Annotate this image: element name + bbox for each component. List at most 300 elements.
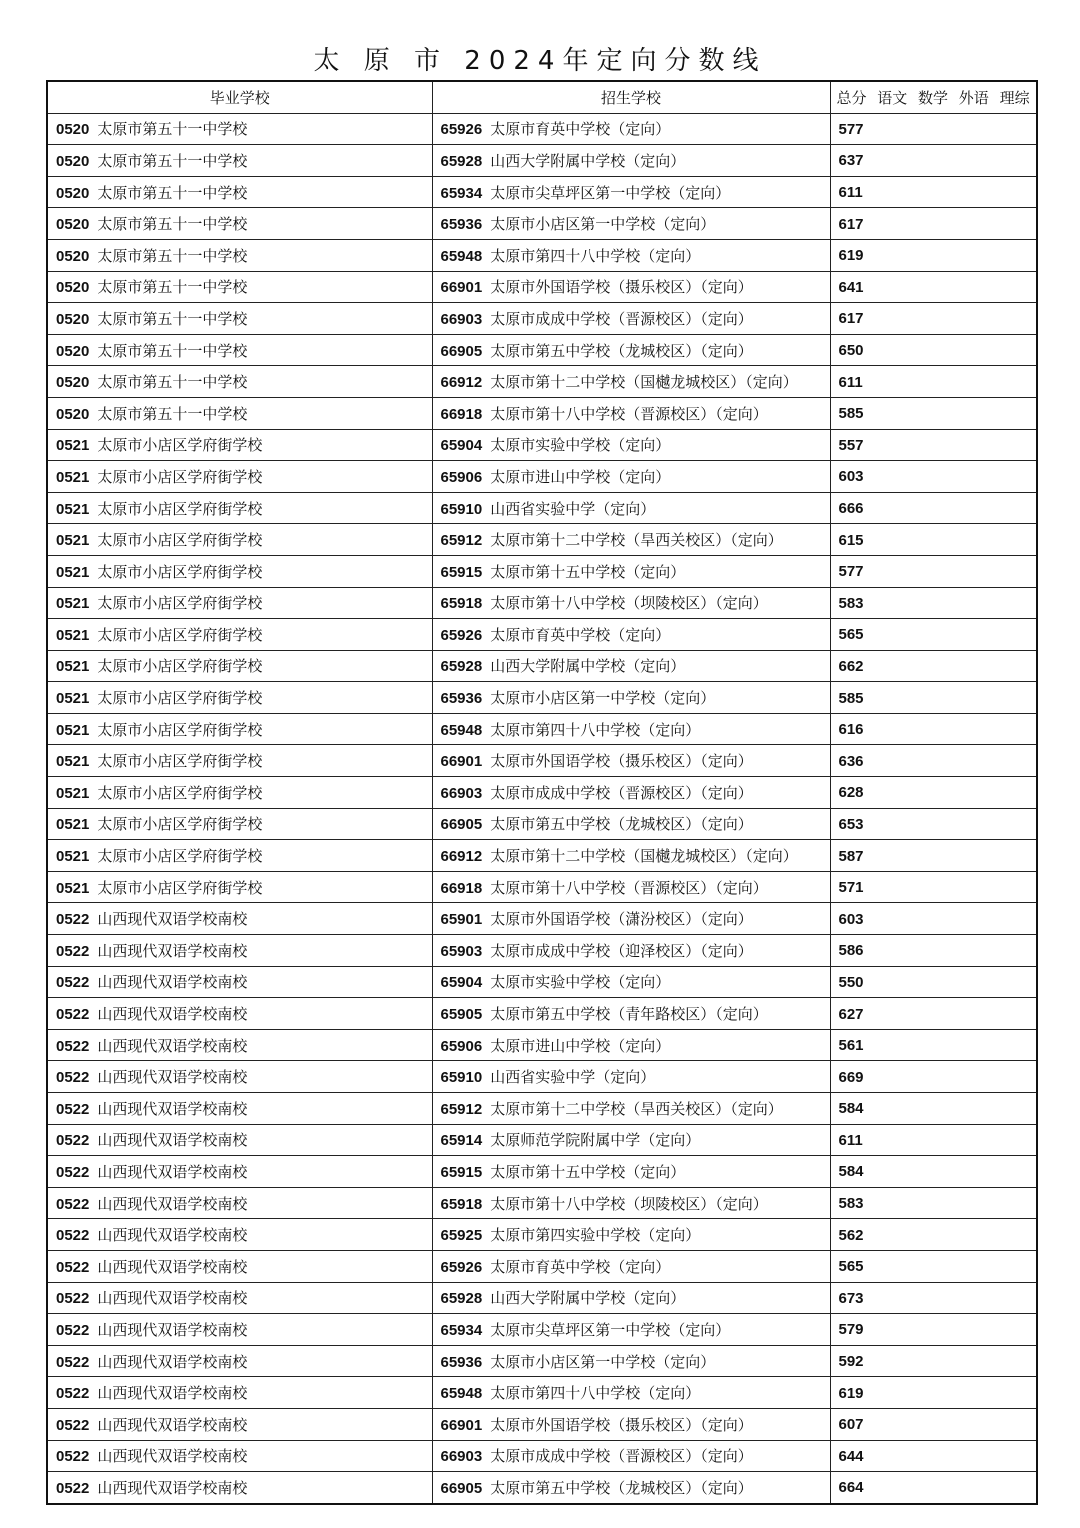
enroll-school-name: 太原市外国语学校（摄乐校区）（定向） bbox=[490, 1415, 753, 1434]
graduate-school-name: 太原市第五十一中学校 bbox=[97, 215, 248, 234]
score-cell bbox=[830, 492, 1037, 524]
graduate-school-cell bbox=[47, 208, 432, 240]
enroll-school-cell bbox=[432, 1061, 830, 1093]
table-row bbox=[47, 713, 1037, 745]
graduate-school-name: 太原市小店区学府街学校 bbox=[97, 720, 263, 739]
enroll-school-name: 太原市第十五中学校（定向） bbox=[490, 1162, 686, 1181]
score-cell bbox=[830, 461, 1037, 493]
total-score: 611 bbox=[838, 1131, 863, 1149]
table-row bbox=[47, 461, 1037, 493]
enroll-school-code: 65928 bbox=[440, 152, 483, 170]
table-row bbox=[47, 1124, 1037, 1156]
table-row bbox=[47, 966, 1037, 998]
total-score: 666 bbox=[838, 500, 864, 518]
graduate-school-name: 山西现代双语学校南校 bbox=[97, 1194, 248, 1213]
total-score: 577 bbox=[838, 120, 864, 138]
total-score: 571 bbox=[838, 879, 864, 897]
total-score: 561 bbox=[838, 1037, 864, 1055]
graduate-school-cell bbox=[47, 334, 432, 366]
table-row bbox=[47, 429, 1037, 461]
table-row bbox=[47, 619, 1037, 651]
enroll-school-cell bbox=[432, 619, 830, 651]
enroll-school-code: 65906 bbox=[440, 1037, 483, 1055]
enroll-school-cell bbox=[432, 935, 830, 967]
graduate-school-code: 0521 bbox=[56, 721, 90, 739]
graduate-school-code: 0520 bbox=[56, 184, 90, 202]
enroll-school-cell bbox=[432, 682, 830, 714]
graduate-school-name: 山西现代双语学校南校 bbox=[97, 1352, 248, 1371]
score-cell bbox=[830, 1282, 1037, 1314]
graduate-school-cell bbox=[47, 903, 432, 935]
table-row bbox=[47, 1219, 1037, 1251]
total-score: 586 bbox=[838, 942, 864, 960]
enroll-school-name: 太原市第十八中学校（坝陵校区）（定向） bbox=[490, 594, 768, 613]
enroll-school-name: 太原师范学院附属中学（定向） bbox=[490, 1131, 701, 1150]
graduate-school-cell bbox=[47, 1472, 432, 1504]
enroll-school-code: 66918 bbox=[440, 405, 483, 423]
enroll-school-code: 65936 bbox=[440, 690, 483, 708]
total-score: 611 bbox=[838, 184, 863, 202]
enroll-school-cell bbox=[432, 840, 830, 872]
total-score: 619 bbox=[838, 1384, 864, 1402]
table-row bbox=[47, 1345, 1037, 1377]
enroll-school-code: 65928 bbox=[440, 1290, 483, 1308]
enroll-school-cell bbox=[432, 808, 830, 840]
graduate-school-cell bbox=[47, 1219, 432, 1251]
score-cell bbox=[830, 1156, 1037, 1188]
table-row bbox=[47, 1250, 1037, 1282]
enroll-school-name: 太原市育英中学校（定向） bbox=[490, 120, 671, 139]
graduate-school-code: 0521 bbox=[56, 437, 90, 455]
enroll-school-code: 65914 bbox=[440, 1132, 483, 1150]
graduate-school-cell bbox=[47, 303, 432, 335]
enroll-school-name: 山西大学附属中学校（定向） bbox=[490, 1289, 686, 1308]
score-cell bbox=[830, 271, 1037, 303]
enroll-school-cell bbox=[432, 461, 830, 493]
total-score: 577 bbox=[838, 563, 864, 581]
total-score: 584 bbox=[838, 1100, 864, 1118]
enroll-school-cell bbox=[432, 1187, 830, 1219]
enroll-school-code: 65918 bbox=[440, 595, 483, 613]
total-score: 637 bbox=[838, 152, 864, 170]
graduate-school-cell bbox=[47, 682, 432, 714]
table-row bbox=[47, 524, 1037, 556]
graduate-school-name: 太原市小店区学府街学校 bbox=[97, 847, 263, 866]
enroll-school-name: 太原市育英中学校（定向） bbox=[490, 1257, 671, 1276]
enroll-school-cell bbox=[432, 555, 830, 587]
graduate-school-cell bbox=[47, 650, 432, 682]
enroll-school-code: 65948 bbox=[440, 247, 483, 265]
score-cell bbox=[830, 145, 1037, 177]
total-score: 644 bbox=[838, 1447, 864, 1465]
graduate-school-name: 太原市小店区学府街学校 bbox=[97, 531, 263, 550]
enroll-school-name: 太原市成成中学校（晋源校区）（定向） bbox=[490, 783, 753, 802]
total-score: 617 bbox=[838, 215, 864, 233]
enroll-school-name: 太原市第十五中学校（定向） bbox=[490, 562, 686, 581]
graduate-school-code: 0520 bbox=[56, 374, 90, 392]
graduate-school-code: 0521 bbox=[56, 816, 90, 834]
table-row bbox=[47, 239, 1037, 271]
score-cell bbox=[830, 334, 1037, 366]
enroll-school-code: 66905 bbox=[440, 816, 483, 834]
graduate-school-cell bbox=[47, 555, 432, 587]
table-header-row bbox=[47, 81, 1037, 113]
score-cell bbox=[830, 1219, 1037, 1251]
enroll-school-code: 66912 bbox=[440, 374, 483, 392]
table-row bbox=[47, 1029, 1037, 1061]
score-cell bbox=[830, 745, 1037, 777]
graduate-school-code: 0520 bbox=[56, 342, 90, 360]
graduate-school-code: 0520 bbox=[56, 405, 90, 423]
total-score: 607 bbox=[838, 1416, 864, 1434]
graduate-school-code: 0520 bbox=[56, 247, 90, 265]
enroll-school-cell bbox=[432, 113, 830, 145]
enroll-school-code: 65915 bbox=[440, 1163, 483, 1181]
graduate-school-code: 0522 bbox=[56, 1416, 90, 1434]
table-row bbox=[47, 303, 1037, 335]
score-cell bbox=[830, 1250, 1037, 1282]
enroll-school-cell bbox=[432, 303, 830, 335]
table-row bbox=[47, 1377, 1037, 1409]
enroll-school-code: 65912 bbox=[440, 532, 483, 550]
enroll-school-name: 太原市尖草坪区第一中学校（定向） bbox=[490, 183, 731, 202]
total-score: 557 bbox=[838, 436, 864, 454]
graduate-school-code: 0521 bbox=[56, 690, 90, 708]
score-cell bbox=[830, 966, 1037, 998]
enroll-school-code: 65948 bbox=[440, 721, 483, 739]
enroll-school-name: 太原市实验中学校（定向） bbox=[490, 436, 671, 455]
total-score: 617 bbox=[838, 310, 864, 328]
graduate-school-name: 太原市小店区学府街学校 bbox=[97, 752, 263, 771]
graduate-school-cell bbox=[47, 745, 432, 777]
score-cell bbox=[830, 113, 1037, 145]
enroll-school-name: 山西省实验中学（定向） bbox=[490, 499, 656, 518]
graduate-school-code: 0520 bbox=[56, 279, 90, 297]
graduate-school-name: 太原市小店区学府街学校 bbox=[97, 878, 263, 897]
graduate-school-name: 山西现代双语学校南校 bbox=[97, 1447, 248, 1466]
enroll-school-cell bbox=[432, 524, 830, 556]
graduate-school-name: 山西现代双语学校南校 bbox=[97, 1131, 248, 1150]
total-score: 627 bbox=[838, 1005, 864, 1023]
enroll-school-code: 66912 bbox=[440, 848, 483, 866]
enroll-school-cell bbox=[432, 397, 830, 429]
total-score: 628 bbox=[838, 784, 864, 802]
graduate-school-cell bbox=[47, 840, 432, 872]
score-cell bbox=[830, 303, 1037, 335]
graduate-school-name: 太原市第五十一中学校 bbox=[97, 120, 248, 139]
total-score: 611 bbox=[838, 373, 863, 391]
total-score: 619 bbox=[838, 247, 864, 265]
enroll-school-cell bbox=[432, 492, 830, 524]
graduate-school-code: 0521 bbox=[56, 658, 90, 676]
enroll-school-name: 太原市第四十八中学校（定向） bbox=[490, 1384, 701, 1403]
enroll-school-name: 太原市第十八中学校（晋源校区）（定向） bbox=[490, 878, 768, 897]
enroll-school-cell bbox=[432, 777, 830, 809]
graduate-school-cell bbox=[47, 524, 432, 556]
table-row bbox=[47, 1314, 1037, 1346]
total-score: 662 bbox=[838, 657, 864, 675]
total-score: 562 bbox=[838, 1226, 864, 1244]
enroll-school-cell bbox=[432, 1282, 830, 1314]
enroll-school-name: 太原市第十八中学校（坝陵校区）（定向） bbox=[490, 1194, 768, 1213]
total-score: 585 bbox=[838, 689, 864, 707]
enroll-school-code: 65904 bbox=[440, 974, 483, 992]
enroll-school-name: 太原市第五中学校（青年路校区）（定向） bbox=[490, 1005, 768, 1024]
graduate-school-cell bbox=[47, 1093, 432, 1125]
graduate-school-cell bbox=[47, 777, 432, 809]
enroll-school-cell bbox=[432, 1314, 830, 1346]
score-cell bbox=[830, 998, 1037, 1030]
total-score: 669 bbox=[838, 1068, 864, 1086]
total-score: 565 bbox=[838, 1258, 864, 1276]
table-row bbox=[47, 1408, 1037, 1440]
enroll-school-cell bbox=[432, 713, 830, 745]
enroll-school-name: 太原市进山中学校（定向） bbox=[490, 1036, 671, 1055]
enroll-school-cell bbox=[432, 903, 830, 935]
enroll-school-code: 66903 bbox=[440, 1448, 483, 1466]
table-row bbox=[47, 1156, 1037, 1188]
enroll-school-cell bbox=[432, 587, 830, 619]
graduate-school-name: 太原市小店区学府街学校 bbox=[97, 467, 263, 486]
enroll-school-cell bbox=[432, 1156, 830, 1188]
enroll-school-name: 太原市外国语学校（潇汾校区）（定向） bbox=[490, 910, 753, 929]
enroll-school-code: 66905 bbox=[440, 342, 483, 360]
enroll-school-code: 65910 bbox=[440, 1069, 483, 1087]
enroll-school-cell bbox=[432, 1219, 830, 1251]
graduate-school-name: 太原市小店区学府街学校 bbox=[97, 562, 263, 581]
header-enroll-school: 招生学校 bbox=[432, 81, 830, 113]
graduate-school-code: 0521 bbox=[56, 532, 90, 550]
graduate-school-name: 太原市第五十一中学校 bbox=[97, 404, 248, 423]
score-cell bbox=[830, 808, 1037, 840]
total-score: 616 bbox=[838, 721, 864, 739]
enroll-school-name: 太原市小店区第一中学校（定向） bbox=[490, 689, 716, 708]
table-row bbox=[47, 745, 1037, 777]
total-score: 565 bbox=[838, 626, 864, 644]
graduate-school-code: 0522 bbox=[56, 1132, 90, 1150]
table-row bbox=[47, 1187, 1037, 1219]
enroll-school-cell bbox=[432, 1345, 830, 1377]
graduate-school-code: 0522 bbox=[56, 1006, 90, 1024]
graduate-school-name: 山西现代双语学校南校 bbox=[97, 1005, 248, 1024]
graduate-school-cell bbox=[47, 808, 432, 840]
graduate-school-cell bbox=[47, 271, 432, 303]
enroll-school-code: 65925 bbox=[440, 1227, 483, 1245]
enroll-school-code: 65936 bbox=[440, 1353, 483, 1371]
graduate-school-name: 山西现代双语学校南校 bbox=[97, 1384, 248, 1403]
graduate-school-name: 山西现代双语学校南校 bbox=[97, 1099, 248, 1118]
graduate-school-name: 太原市小店区学府街学校 bbox=[97, 815, 263, 834]
graduate-school-code: 0522 bbox=[56, 942, 90, 960]
enroll-school-cell bbox=[432, 998, 830, 1030]
header-graduate-school: 毕业学校 bbox=[47, 81, 432, 113]
graduate-school-code: 0522 bbox=[56, 1448, 90, 1466]
graduate-school-code: 0521 bbox=[56, 500, 90, 518]
score-cell bbox=[830, 397, 1037, 429]
graduate-school-cell bbox=[47, 239, 432, 271]
table-row bbox=[47, 555, 1037, 587]
graduate-school-name: 山西现代双语学校南校 bbox=[97, 1478, 248, 1497]
enroll-school-name: 太原市小店区第一中学校（定向） bbox=[490, 215, 716, 234]
enroll-school-code: 66901 bbox=[440, 753, 483, 771]
graduate-school-code: 0522 bbox=[56, 1290, 90, 1308]
enroll-school-name: 太原市进山中学校（定向） bbox=[490, 467, 671, 486]
graduate-school-cell bbox=[47, 1345, 432, 1377]
enroll-school-cell bbox=[432, 208, 830, 240]
table-row bbox=[47, 682, 1037, 714]
table-row bbox=[47, 334, 1037, 366]
graduate-school-cell bbox=[47, 366, 432, 398]
graduate-school-code: 0522 bbox=[56, 1100, 90, 1118]
graduate-school-name: 太原市小店区学府街学校 bbox=[97, 657, 263, 676]
graduate-school-cell bbox=[47, 492, 432, 524]
enroll-school-code: 65918 bbox=[440, 1195, 483, 1213]
enroll-school-cell bbox=[432, 745, 830, 777]
graduate-school-cell bbox=[47, 587, 432, 619]
graduate-school-code: 0522 bbox=[56, 1195, 90, 1213]
enroll-school-name: 太原市第十二中学校（旱西关校区）（定向） bbox=[490, 531, 783, 550]
table-row bbox=[47, 650, 1037, 682]
enroll-school-name: 太原市实验中学校（定向） bbox=[490, 973, 671, 992]
graduate-school-name: 山西现代双语学校南校 bbox=[97, 910, 248, 929]
table-row bbox=[47, 1282, 1037, 1314]
score-cell bbox=[830, 239, 1037, 271]
header-subjects: 总分 语文 数学 外语 理综 bbox=[830, 81, 1037, 113]
graduate-school-cell bbox=[47, 1377, 432, 1409]
enroll-school-cell bbox=[432, 1029, 830, 1061]
total-score: 603 bbox=[838, 910, 864, 928]
graduate-school-cell bbox=[47, 397, 432, 429]
table-row bbox=[47, 397, 1037, 429]
score-cell bbox=[830, 713, 1037, 745]
graduate-school-code: 0522 bbox=[56, 1385, 90, 1403]
score-cell bbox=[830, 1440, 1037, 1472]
score-cell bbox=[830, 208, 1037, 240]
enroll-school-name: 太原市第五中学校（龙城校区）（定向） bbox=[490, 815, 753, 834]
total-score: 583 bbox=[838, 594, 864, 612]
enroll-school-cell bbox=[432, 271, 830, 303]
total-score: 673 bbox=[838, 1289, 864, 1307]
graduate-school-code: 0521 bbox=[56, 753, 90, 771]
graduate-school-name: 太原市小店区学府街学校 bbox=[97, 499, 263, 518]
graduate-school-name: 太原市小店区学府街学校 bbox=[97, 436, 263, 455]
graduate-school-code: 0521 bbox=[56, 784, 90, 802]
enroll-school-name: 太原市尖草坪区第一中学校（定向） bbox=[490, 1320, 731, 1339]
score-cell bbox=[830, 682, 1037, 714]
graduate-school-name: 太原市第五十一中学校 bbox=[97, 341, 248, 360]
score-cell bbox=[830, 429, 1037, 461]
table-row bbox=[47, 935, 1037, 967]
total-score: 585 bbox=[838, 405, 864, 423]
graduate-school-code: 0522 bbox=[56, 1069, 90, 1087]
page-title: 太 原 市 2024年定向分数线 bbox=[313, 46, 767, 76]
graduate-school-code: 0522 bbox=[56, 1163, 90, 1181]
table-row bbox=[47, 808, 1037, 840]
total-score: 584 bbox=[838, 1163, 864, 1181]
enroll-school-code: 65934 bbox=[440, 1321, 483, 1339]
total-score: 587 bbox=[838, 847, 864, 865]
enroll-school-name: 太原市育英中学校（定向） bbox=[490, 625, 671, 644]
total-score: 650 bbox=[838, 342, 864, 360]
graduate-school-cell bbox=[47, 113, 432, 145]
graduate-school-cell bbox=[47, 1250, 432, 1282]
graduate-school-name: 山西现代双语学校南校 bbox=[97, 1289, 248, 1308]
enroll-school-name: 太原市第四十八中学校（定向） bbox=[490, 246, 701, 265]
enroll-school-name: 太原市第五中学校（龙城校区）（定向） bbox=[490, 1478, 753, 1497]
score-cell bbox=[830, 555, 1037, 587]
graduate-school-cell bbox=[47, 176, 432, 208]
enroll-school-name: 山西大学附属中学校（定向） bbox=[490, 657, 686, 676]
graduate-school-name: 太原市小店区学府街学校 bbox=[97, 689, 263, 708]
total-score: 603 bbox=[838, 468, 864, 486]
graduate-school-cell bbox=[47, 1061, 432, 1093]
graduate-school-name: 山西现代双语学校南校 bbox=[97, 1068, 248, 1087]
graduate-school-code: 0522 bbox=[56, 974, 90, 992]
graduate-school-name: 山西现代双语学校南校 bbox=[97, 1162, 248, 1181]
graduate-school-code: 0521 bbox=[56, 626, 90, 644]
table-row bbox=[47, 1093, 1037, 1125]
graduate-school-code: 0520 bbox=[56, 216, 90, 234]
graduate-school-code: 0522 bbox=[56, 1227, 90, 1245]
enroll-school-name: 太原市外国语学校（摄乐校区）（定向） bbox=[490, 278, 753, 297]
table-row bbox=[47, 998, 1037, 1030]
score-cell bbox=[830, 935, 1037, 967]
enroll-school-code: 65928 bbox=[440, 658, 483, 676]
table-row bbox=[47, 1472, 1037, 1504]
table-row bbox=[47, 208, 1037, 240]
score-cell bbox=[830, 777, 1037, 809]
total-score: 615 bbox=[838, 531, 864, 549]
enroll-school-name: 太原市外国语学校（摄乐校区）（定向） bbox=[490, 752, 753, 771]
enroll-school-code: 65906 bbox=[440, 468, 483, 486]
graduate-school-name: 太原市第五十一中学校 bbox=[97, 278, 248, 297]
total-score: 579 bbox=[838, 1321, 864, 1339]
graduate-school-code: 0521 bbox=[56, 563, 90, 581]
table-row bbox=[47, 1061, 1037, 1093]
enroll-school-code: 65905 bbox=[440, 1006, 483, 1024]
enroll-school-name: 太原市第四实验中学校（定向） bbox=[490, 1226, 701, 1245]
graduate-school-code: 0522 bbox=[56, 1479, 90, 1497]
score-cell bbox=[830, 1472, 1037, 1504]
enroll-school-cell bbox=[432, 239, 830, 271]
graduate-school-cell bbox=[47, 1029, 432, 1061]
enroll-school-code: 65934 bbox=[440, 184, 483, 202]
table-row bbox=[47, 366, 1037, 398]
enroll-school-cell bbox=[432, 366, 830, 398]
enroll-school-cell bbox=[432, 176, 830, 208]
graduate-school-cell bbox=[47, 966, 432, 998]
graduate-school-name: 太原市小店区学府街学校 bbox=[97, 594, 263, 613]
enroll-school-cell bbox=[432, 1377, 830, 1409]
enroll-school-cell bbox=[432, 650, 830, 682]
enroll-school-code: 66918 bbox=[440, 879, 483, 897]
table-row bbox=[47, 903, 1037, 935]
score-cell bbox=[830, 650, 1037, 682]
enroll-school-name: 太原市第十八中学校（晋源校区）（定向） bbox=[490, 404, 768, 423]
score-cell bbox=[830, 1093, 1037, 1125]
graduate-school-code: 0522 bbox=[56, 911, 90, 929]
enroll-school-code: 66905 bbox=[440, 1479, 483, 1497]
enroll-school-code: 65910 bbox=[440, 500, 483, 518]
graduate-school-code: 0520 bbox=[56, 152, 90, 170]
enroll-school-name: 太原市成成中学校（晋源校区）（定向） bbox=[490, 309, 753, 328]
table-row bbox=[47, 1440, 1037, 1472]
enroll-school-code: 65926 bbox=[440, 121, 483, 139]
score-cell bbox=[830, 1187, 1037, 1219]
graduate-school-name: 山西现代双语学校南校 bbox=[97, 941, 248, 960]
total-score: 653 bbox=[838, 815, 864, 833]
graduate-school-code: 0522 bbox=[56, 1353, 90, 1371]
